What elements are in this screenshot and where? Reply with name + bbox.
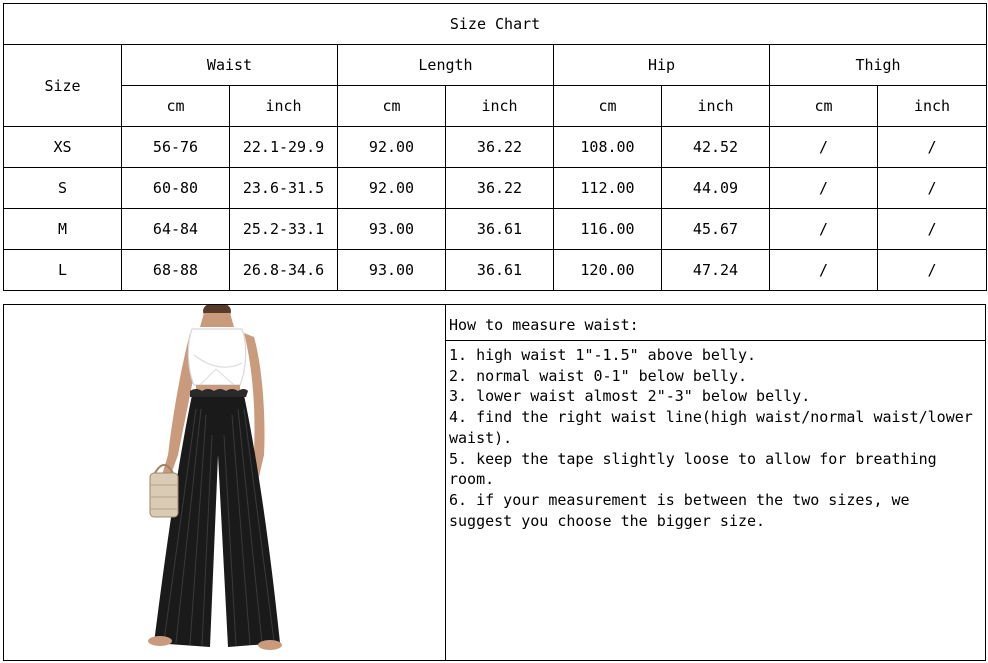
unit-header-cm: cm [122, 86, 230, 127]
table-cell: 36.61 [446, 209, 554, 250]
list-item: 4. find the right waist line(high waist/normal waist/lower waist). [449, 408, 982, 447]
table-cell: 112.00 [554, 168, 662, 209]
table-row [4, 250, 987, 291]
table-cell: 22.1-29.9 [230, 127, 338, 168]
table-cell: 93.00 [338, 250, 446, 291]
list-item: 1. high waist 1"-1.5" above belly. [449, 346, 757, 364]
size-chart-table [3, 3, 987, 291]
size-label: XS [4, 127, 122, 168]
unit-header-cm: cm [554, 86, 662, 127]
table-cell: / [878, 127, 987, 168]
table-cell: 60-80 [122, 168, 230, 209]
table-cell: / [770, 209, 878, 250]
table-cell: 56-76 [122, 127, 230, 168]
table-row [4, 127, 987, 168]
table-cell: 92.00 [338, 127, 446, 168]
table-cell: 36.22 [446, 127, 554, 168]
table-cell: 92.00 [338, 168, 446, 209]
size-chart-title: Size Chart [4, 4, 987, 45]
table-cell: / [770, 127, 878, 168]
table-cell: 36.22 [446, 168, 554, 209]
size-label: M [4, 209, 122, 250]
size-label: L [4, 250, 122, 291]
table-cell: 47.24 [662, 250, 770, 291]
measure-notes [446, 305, 985, 660]
unit-header-inch: inch [878, 86, 987, 127]
hip-header: Hip [554, 45, 770, 86]
waist-header: Waist [122, 45, 338, 86]
table-cell: / [878, 250, 987, 291]
table-row [4, 168, 987, 209]
handbag [150, 473, 178, 517]
table-cell: / [878, 168, 987, 209]
table-row [4, 209, 987, 250]
skin [200, 313, 234, 327]
unit-header-inch: inch [662, 86, 770, 127]
table-cell: / [770, 250, 878, 291]
notes-title: How to measure waist: [446, 305, 985, 341]
table-cell: 120.00 [554, 250, 662, 291]
measure-guide-panel [3, 304, 986, 661]
table-cell: 68-88 [122, 250, 230, 291]
table-cell: 64-84 [122, 209, 230, 250]
model-wide-leg-pants-illustration [4, 305, 445, 660]
table-cell: 42.52 [662, 127, 770, 168]
table-cell: 93.00 [338, 209, 446, 250]
table-cell: 44.09 [662, 168, 770, 209]
table-cell: 23.6-31.5 [230, 168, 338, 209]
table-cell: 26.8-34.6 [230, 250, 338, 291]
table-cell: 36.61 [446, 250, 554, 291]
table-cell: 45.67 [662, 209, 770, 250]
unit-header-inch: inch [230, 86, 338, 127]
table-cell: 108.00 [554, 127, 662, 168]
notes-list [446, 341, 985, 531]
size-label: S [4, 168, 122, 209]
table-cell: 25.2-33.1 [230, 209, 338, 250]
length-header: Length [338, 45, 554, 86]
size-column-header: Size [4, 45, 122, 127]
unit-header-cm: cm [338, 86, 446, 127]
product-photo [4, 305, 446, 660]
list-item: 6. if your measurement is between the two sizes, we suggest you choose the bigger size. [449, 490, 919, 530]
table-cell: / [878, 209, 987, 250]
unit-header-inch: inch [446, 86, 554, 127]
thigh-header: Thigh [770, 45, 987, 86]
table-cell: 116.00 [554, 209, 662, 250]
unit-header-cm: cm [770, 86, 878, 127]
list-item: 5. keep the tape slightly loose to allow for breathing room. [449, 449, 946, 489]
list-item: 3. lower waist almost 2"-3" below belly. [449, 387, 811, 406]
list-item: 2. normal waist 0-1" below belly. [449, 366, 748, 385]
table-cell: / [770, 168, 878, 209]
